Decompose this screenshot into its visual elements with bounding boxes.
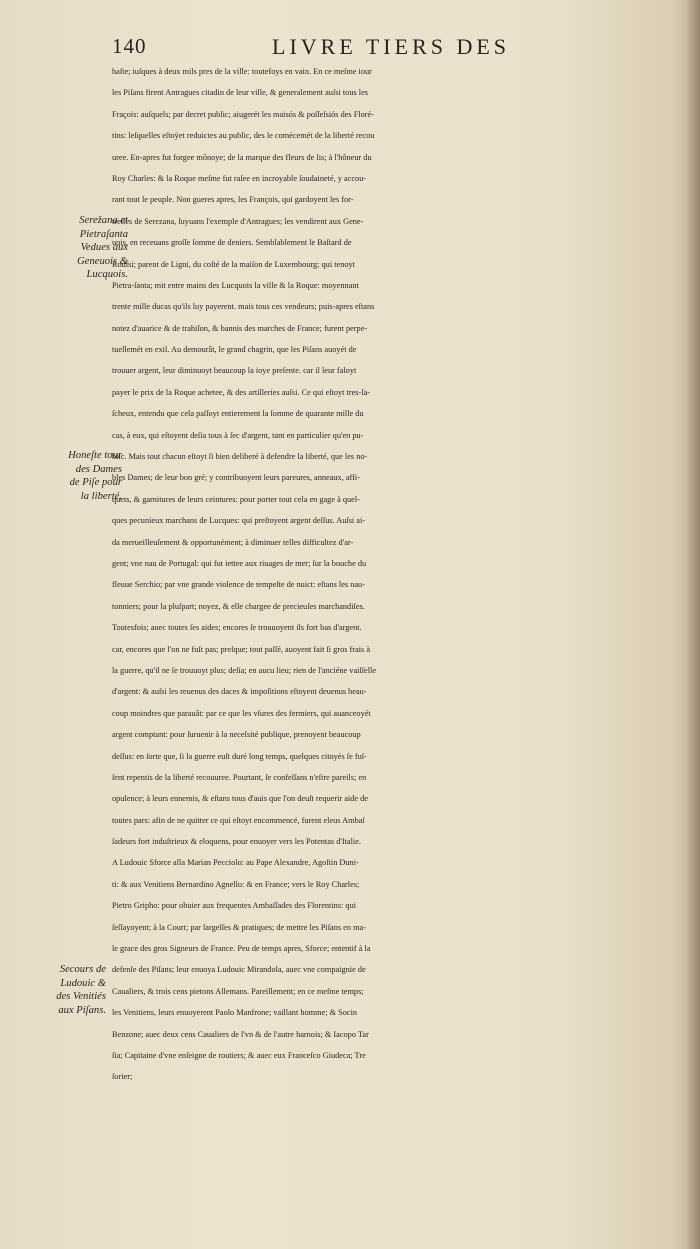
- text-line: Benzone; auec deux cens Caualiers de l'vn & de l'autre harnois; & Iacopo Tar: [112, 1029, 369, 1039]
- text-line: d'argent: & auſsi les reuenus des daces & impoſitions eſtoyent deuenus beau-: [112, 687, 367, 697]
- text-line: les Venitiens, leurs enuoyerent Paolo Manfrone; vaillant homme; & Socin: [112, 1008, 358, 1018]
- text-line: ſcheux, entendu que cela paſſoyt entierement la ſomme de quarante mille du: [112, 409, 364, 419]
- text-line: ſeſſayoyent; à la Court; par largeſſes & pratiques; de mettre les Piſans en ma-: [112, 922, 366, 932]
- text-line: la guerre, qu'il ne ſe trouuoyt plus; deſia; en aucu lieu; rien de l'anciéne vaiſſelle: [112, 665, 377, 675]
- text-line: uois, en receuans groſſe ſomme de deniers. Semblablement le Baſtard de: [112, 238, 352, 248]
- page-number: 140: [112, 34, 147, 58]
- text-line: trouuer argent, leur diminuoyt beaucoup la ioye preſente. car il leur faloyt: [112, 366, 357, 376]
- text-line: ti: & aux Venitiens Bernardino Agnello: & en France; vers le Roy Charles;: [112, 879, 360, 889]
- margin-note-line: la liberté.: [80, 490, 122, 502]
- text-line: cas, à eux, qui eſtoyent deſia tous à ſec d'argent, tant en particulier qu'en pu-: [112, 430, 364, 440]
- text-line: car, encores que l'on ne fuſt pas; preſque; tout paſſé, auoyent fait ſi gros frais à: [112, 644, 371, 654]
- text-line: argent comptant: pour ſuruenir à la neceſsité publique, prenoyent beaucoup: [112, 730, 361, 740]
- text-line: tins: leſquelles eſtoÿet reduictes au public, des le comécemét de la liberté recou: [112, 131, 375, 141]
- text-line: les Piſans firent Antragues citadin de leur ville, & generalement auſsi tous les: [112, 88, 368, 98]
- text-line: notez d'auarice & de trahiſon, & bannis des marches de France; furent perpe-: [112, 323, 368, 333]
- margin-note-line: Geneuois &: [77, 255, 128, 267]
- margin-note-line: Secours de: [59, 964, 106, 975]
- text-line: opulence; à leurs ennemis, & eſtans tous d'auis que l'on deuſt requerir aide de: [112, 794, 368, 804]
- text-line: tuellemét en exil. Au demourât, le grand chagrin, que les Piſans auoyét de: [112, 345, 357, 355]
- text-line: ſorier;: [112, 1072, 133, 1082]
- text-line: Roy Charles: & la Roque meſme fut raſee en incroyable ſoudaineté, y accou-: [112, 173, 367, 183]
- text-line: Fraçois: auſquels; par decret public; aiugerét les maisós & poſſeſsiós des Floré-: [112, 109, 374, 119]
- margin-note-line: Pietraſanta: [79, 228, 128, 240]
- text-line: Pietro Gripho: pour obuier aux frequentes Ambaſſades des Florentins: qui: [112, 901, 357, 911]
- text-line: uree. En-apres fut forgee mõnoye; de la marque des fleurs de lis; à l'hôneur du: [112, 152, 372, 162]
- margin-note-secours: [44, 963, 106, 1017]
- text-line: rant tout le peuple. Non gueres apres, les François, qui gardoyent les for-: [112, 195, 354, 205]
- text-line: blic. Mais tout chacun eſtoyt ſi bien deliberé à defendre la liberté, que les no-: [112, 452, 368, 462]
- text-line: trente mille ducas qu'ils luy payerent. mais tous ces vendeurs; puis-apres eſtans: [112, 302, 375, 312]
- text-line: deſſus: en ſorte que, ſi la guerre euſt duré long temps, quelques citoyés ſe fuſ-: [112, 751, 367, 761]
- text-line: ſadeurs fort induſtrieux & eloquens, pour enuoyer vers les Potentas d'Italie.: [112, 837, 361, 847]
- text-line: gent; vne nau de Portugal: qui fut iettee aux riuages de mer; ſur la bouche du: [112, 558, 367, 568]
- text-line: toutes pars: afin de ne quitter ce qui eſtoyt encommencé, furent eleus Ambaſ: [112, 815, 365, 825]
- margin-note-line: de Piſe pour: [69, 477, 122, 489]
- text-line: le grace des gros Signeurs de France. Peu de temps apres, Sforce; ententif à la: [112, 944, 371, 954]
- margin-note-line: aux Piſans.: [58, 1004, 106, 1016]
- margin-note-line: des Dames: [75, 463, 122, 475]
- text-line: quets, & garnitures de leurs ceintures: pour porter tout cela en gage à quel-: [112, 494, 360, 504]
- margin-note-line: Ludouic &: [60, 977, 106, 989]
- text-line: Pietra-ſanta; mit entre mains des Lucquois la ville & la Roque: moyennant: [112, 280, 359, 290]
- text-line: fleuue Serchio; par vne grande violence de tempeſte de nuict: eſtans les nau-: [112, 580, 365, 590]
- text-line: ques pecunieux marchans de Lucques: qui preſtoyent argent deſſus. Auſsi ai-: [112, 516, 366, 526]
- text-line: treſſes de Serezana, ſuyuans l'exemple d'Antragues; les vendirent aux Gene-: [112, 216, 364, 226]
- margin-note-line: Lucquois.: [86, 269, 128, 281]
- text-line: defenſe des Piſans; leur enuoya Ludouic Mirandola, auec vne compaignie de: [112, 965, 366, 975]
- running-head: LIVRE TIERS DES: [272, 34, 511, 59]
- text-line: coup moindres que parauât: par ce que les vſures des fermiers, qui auanceoyét: [112, 708, 371, 718]
- text-line: payer le prix de la Roque achetee, & des artilleries auſsi. Ce qui eſtoyt tres-ſa-: [112, 387, 371, 397]
- text-line: ſent repentis de la liberté recouuree. Pourtant, ſe confeſſans n'eſtre pareils; en: [112, 772, 367, 782]
- text-line: bles Dames; de leur bon gré; y contribuoyent leurs pareures, anneaux, affi-: [112, 473, 360, 483]
- margin-note-line: Honeſte tour: [68, 450, 122, 461]
- text-line: Rouſsi; parent de Ligni, du coſté de la maiſon de Luxembourg; qui tenoyt: [112, 259, 355, 269]
- text-line: tonniers; pour la pluſpart; noyez, & elle chargee de precieuſes marchandiſes.: [112, 601, 365, 611]
- margin-note-line: des Venitiés: [56, 991, 106, 1003]
- body-text: [112, 61, 692, 1088]
- text-line: haſte; iuſques à deux mils pres de la ville: toutefoys en vain. En ce meſme iour: [112, 67, 372, 76]
- margin-note-line: Vedues aux: [80, 242, 128, 254]
- text-line: Caualiers, & trois cens pietons Allemans. Pareillement; en ce meſme temps;: [112, 986, 364, 996]
- text-line: da merueilleuſement & opportunément; à diminuer telles difficultez d'ar-: [112, 537, 354, 547]
- margin-note-line: Serežana et: [79, 215, 128, 226]
- text-line: A Ludouic Sforce alla Marian Pecciolo: au Pape Alexandre, Agoſtin Duni-: [112, 858, 359, 868]
- text-line: ſia; Capitaine d'vne enſeigne de routiers; & auec eux Franceſco Giudeca; Tre: [112, 1050, 366, 1060]
- page-header: [112, 34, 592, 62]
- text-line: Toutesfois; auec toutes ſes aides; encores ſe trouuoyent ils fort bas d'argent.: [112, 623, 362, 633]
